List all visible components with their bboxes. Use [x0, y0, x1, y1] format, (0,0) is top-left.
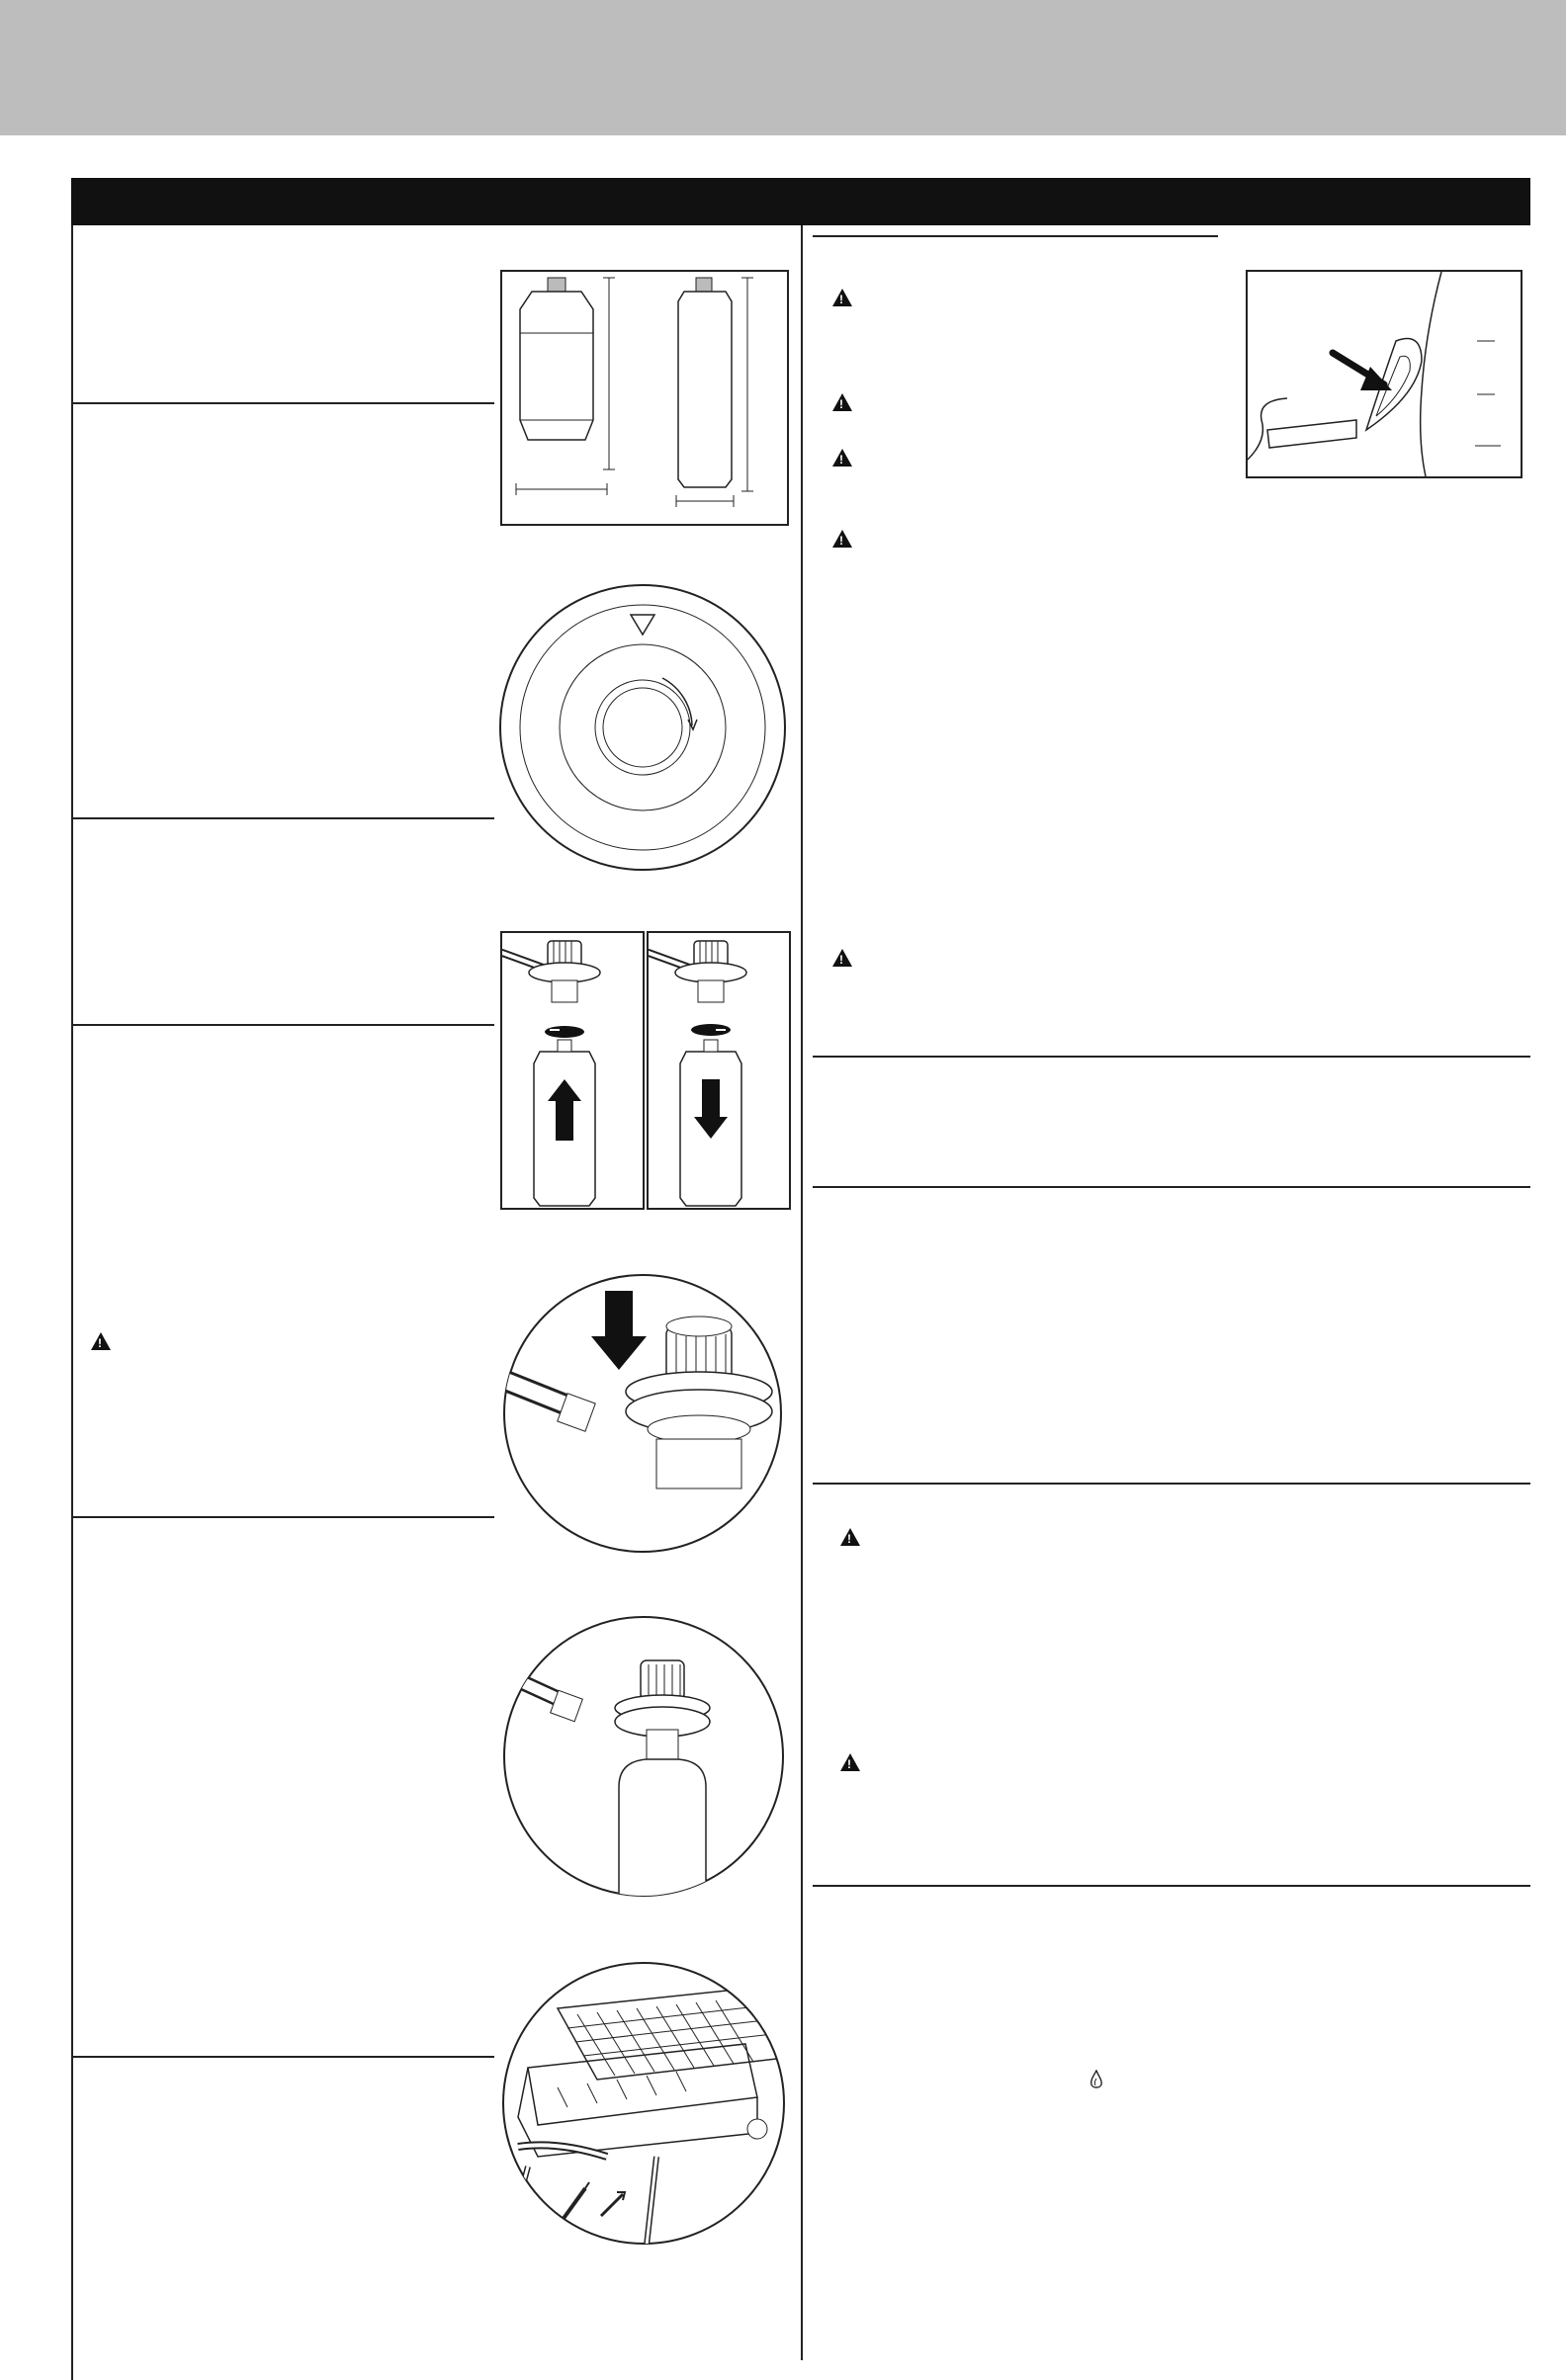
grill-lighting-illustration — [498, 1959, 789, 2248]
regulator-insert-illustration — [498, 1271, 787, 1556]
cylinder-attach-detach-illustration — [500, 931, 645, 1210]
column-divider — [801, 225, 803, 2360]
warning-triangle-icon — [832, 530, 852, 548]
warning-triangle-icon — [832, 289, 852, 306]
cylinder-attach-detach-illustration — [647, 931, 791, 1210]
left-section-divider — [71, 2056, 494, 2058]
warning-triangle-icon — [832, 449, 852, 467]
warning-triangle-icon — [840, 1528, 860, 1546]
cylinder-top-valve-illustration — [496, 581, 789, 874]
header-band — [0, 0, 1566, 135]
left-section-divider — [71, 402, 494, 404]
right-section-divider — [813, 1056, 1530, 1058]
warning-triangle-icon — [832, 393, 852, 411]
right-section-divider — [813, 1483, 1530, 1485]
propane-cylinder-sizes-illustration — [500, 270, 789, 526]
right-section-divider — [813, 1186, 1530, 1188]
right-section-divider — [813, 1885, 1530, 1887]
warning-triangle-icon — [91, 1332, 111, 1350]
left-section-divider — [71, 817, 494, 819]
right-section-divider — [813, 235, 1218, 237]
section-title-bar — [71, 178, 1530, 225]
burner-tube-inspection-illustration — [1246, 270, 1522, 478]
warning-triangle-icon — [832, 949, 852, 967]
left-section-divider — [71, 1516, 494, 1518]
left-section-divider — [71, 1024, 494, 1026]
flame-icon — [1089, 2070, 1103, 2091]
regulator-attached-illustration — [500, 1613, 787, 1900]
warning-triangle-icon — [840, 1753, 860, 1771]
